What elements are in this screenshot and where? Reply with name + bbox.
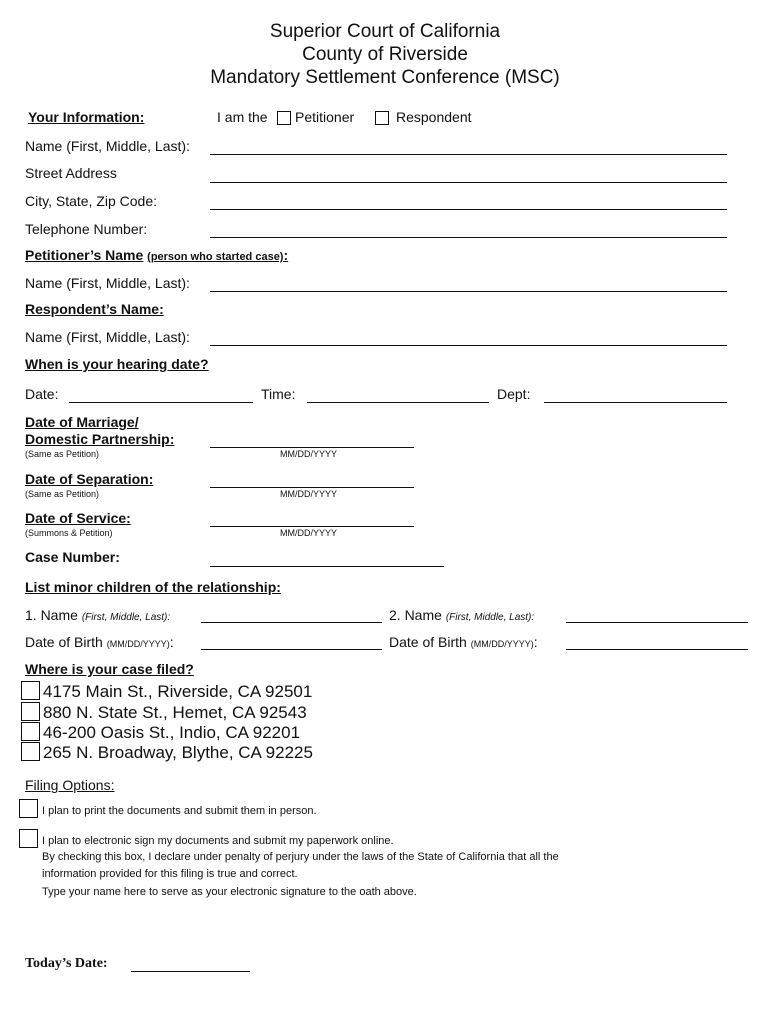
petitioner-note: (person who started case) <box>147 251 284 263</box>
city-label: City, State, Zip Code: <box>25 193 158 209</box>
service-note: (Summons & Petition) <box>25 528 113 538</box>
hearing-date-label: Date: <box>25 386 59 402</box>
child1-dob-label <box>25 634 174 650</box>
separation-note: (Same as Petition) <box>25 489 100 499</box>
child2-name-hint: (First, Middle, Last): <box>445 612 535 623</box>
city-field[interactable] <box>210 209 727 210</box>
street-field[interactable] <box>210 182 727 183</box>
child2-name-field[interactable] <box>566 622 748 623</box>
petitioner-colon: : <box>283 247 289 263</box>
petitioner-checkbox[interactable] <box>277 111 291 125</box>
child1-name-label <box>25 607 170 623</box>
i-am-the-label: I am the <box>217 109 268 125</box>
child2-dob-field[interactable] <box>566 649 748 650</box>
todays-date-field[interactable] <box>131 971 250 972</box>
your-name-field[interactable] <box>210 154 727 155</box>
oath-line-1: By checking this box, I declare under penalty of perjury under the laws of the State of California that all the <box>42 851 559 863</box>
blythe-checkbox[interactable] <box>21 742 40 761</box>
child1-name-field[interactable] <box>201 622 382 623</box>
your-info-heading: Your Information: <box>28 109 145 125</box>
case-number-label: Case Number: <box>25 549 120 565</box>
filing-options-heading: Filing Options: <box>25 777 115 793</box>
hearing-dept-field[interactable] <box>544 402 727 403</box>
respondent-heading: Respondent’s Name: <box>25 301 164 317</box>
respondent-name-field[interactable] <box>210 345 727 346</box>
child1-name-text: 1. Name <box>25 607 78 623</box>
todays-date-label: Today’s Date: <box>25 956 108 971</box>
marriage-heading-2: Domestic Partnership: <box>25 431 175 447</box>
children-heading: List minor children of the relationship: <box>25 579 281 595</box>
service-date-field[interactable] <box>210 526 414 527</box>
riverside-checkbox[interactable] <box>21 681 40 700</box>
petitioner-label: Petitioner <box>295 109 355 125</box>
hearing-date-field[interactable] <box>69 402 253 403</box>
indio-checkbox[interactable] <box>21 722 40 741</box>
service-format: MM/DD/YYYY <box>280 528 338 538</box>
marriage-format: MM/DD/YYYY <box>280 449 338 459</box>
child2-name-label <box>389 607 534 623</box>
print-option-checkbox[interactable] <box>19 799 38 818</box>
marriage-heading-1: Date of Marriage/ <box>25 414 139 430</box>
hearing-heading: When is your hearing date? <box>25 356 209 372</box>
service-heading: Date of Service: <box>25 510 131 526</box>
respondent-name-label: Name (First, Middle, Last): <box>25 329 190 345</box>
print-option-label: I plan to print the documents and submit them in person. <box>42 805 317 817</box>
child2-dob-hint: (MM/DD/YYYY) <box>470 639 534 649</box>
hearing-time-label: Time: <box>261 386 296 402</box>
hemet-checkbox[interactable] <box>21 702 40 721</box>
separation-date-field[interactable] <box>210 487 414 488</box>
county-title: County of Riverside <box>302 44 468 65</box>
petitioner-name-label: Name (First, Middle, Last): <box>25 275 190 291</box>
hearing-dept-label: Dept: <box>497 386 531 402</box>
marriage-note: (Same as Petition) <box>25 449 100 459</box>
marriage-date-field[interactable] <box>210 447 414 448</box>
phone-label: Telephone Number: <box>25 221 148 237</box>
child2-name-text: 2. Name <box>389 607 442 623</box>
esign-option-checkbox[interactable] <box>19 829 38 848</box>
oath-line-3: Type your name here to serve as your electronic signature to the oath above. <box>42 886 417 898</box>
child1-name-hint: (First, Middle, Last): <box>81 612 171 623</box>
case-number-field[interactable] <box>210 566 444 567</box>
petitioner-heading <box>25 247 288 263</box>
filed-heading: Where is your case filed? <box>25 661 194 677</box>
phone-field[interactable] <box>210 237 727 238</box>
esign-option-label: I plan to electronic sign my documents and submit my paperwork online. <box>42 835 394 847</box>
oath-line-2: information provided for this filing is true and correct. <box>42 868 298 880</box>
child2-dob-colon: : <box>533 634 538 650</box>
form-title: Mandatory Settlement Conference (MSC) <box>210 67 560 88</box>
respondent-label: Respondent <box>396 109 472 125</box>
separation-heading: Date of Separation: <box>25 471 154 487</box>
street-label: Street Address <box>25 165 117 181</box>
child1-dob-text: Date of Birth <box>25 634 103 650</box>
separation-format: MM/DD/YYYY <box>280 489 338 499</box>
petitioner-name-field[interactable] <box>210 291 727 292</box>
child2-dob-text: Date of Birth <box>389 634 467 650</box>
child1-dob-hint: (MM/DD/YYYY) <box>106 639 170 649</box>
riverside-address: 4175 Main St., Riverside, CA 92501 <box>43 682 313 701</box>
child2-dob-label <box>389 634 538 650</box>
child1-dob-colon: : <box>169 634 174 650</box>
petitioner-heading-text: Petitioner’s Name <box>25 247 144 263</box>
child1-dob-field[interactable] <box>201 649 382 650</box>
blythe-address: 265 N. Broadway, Blythe, CA 92225 <box>43 743 313 762</box>
your-name-label: Name (First, Middle, Last): <box>25 138 190 154</box>
respondent-checkbox[interactable] <box>375 111 389 125</box>
hearing-time-field[interactable] <box>307 402 489 403</box>
indio-address: 46-200 Oasis St., Indio, CA 92201 <box>43 723 301 742</box>
hemet-address: 880 N. State St., Hemet, CA 92543 <box>43 703 307 722</box>
court-title: Superior Court of California <box>269 21 501 42</box>
